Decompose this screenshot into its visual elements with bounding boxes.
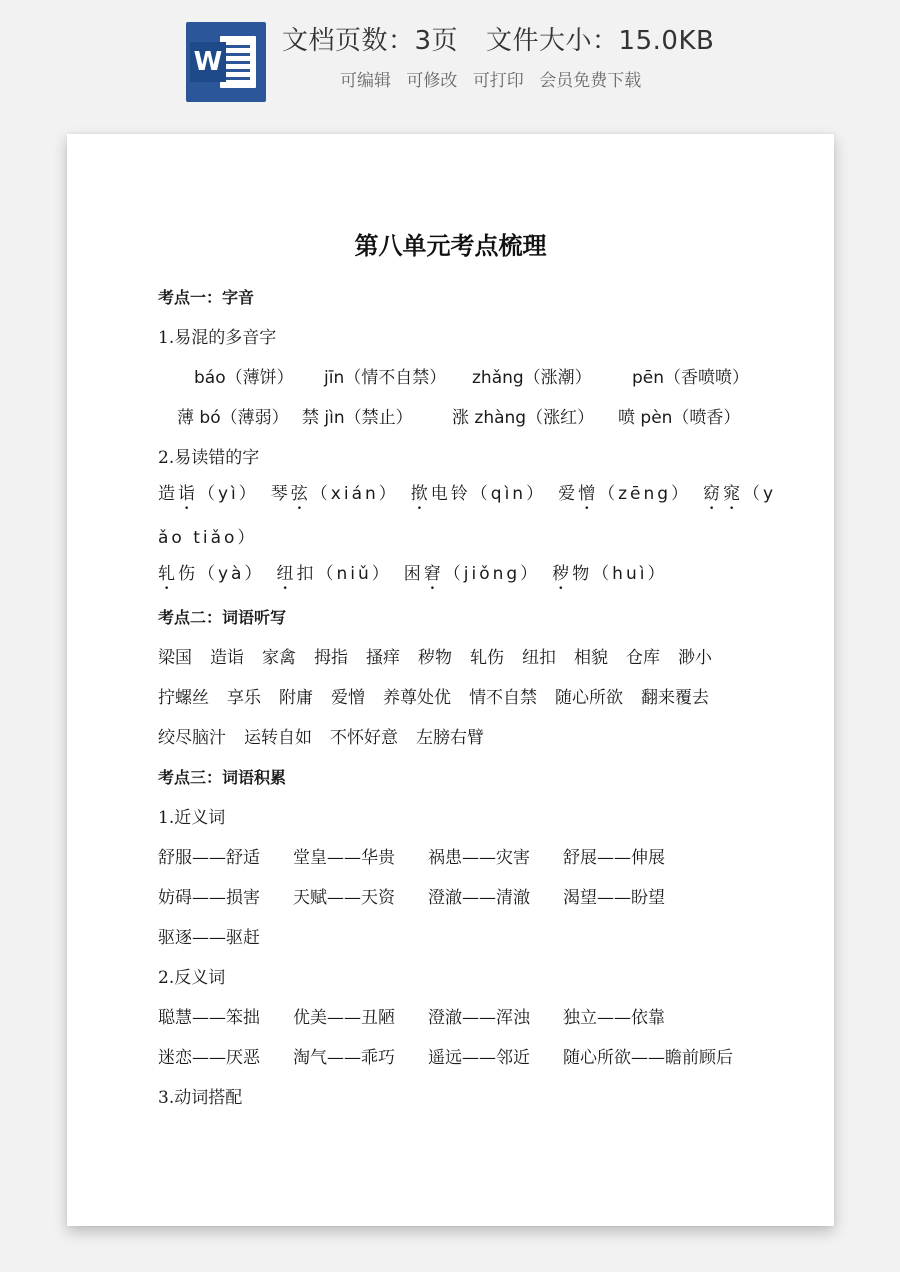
list-item: 拇指 bbox=[314, 648, 348, 668]
list-item: 附庸 bbox=[279, 688, 313, 708]
list-item: 独立——依靠 bbox=[563, 1008, 665, 1028]
dotted-char: 诣 bbox=[178, 484, 198, 504]
list-item: 造诣 bbox=[210, 648, 244, 668]
pinyin: 电铃（qìn） bbox=[430, 484, 547, 504]
list-item: 薄 bó（薄弱） bbox=[177, 408, 289, 428]
list-item: 纽扣 bbox=[522, 648, 556, 668]
pinyin: （y bbox=[743, 484, 777, 504]
misread-row-1 bbox=[158, 482, 776, 514]
subheading-misread: 2.易读错的字 bbox=[158, 448, 260, 468]
antonym-row-1 bbox=[158, 1006, 665, 1030]
feature-member-download: 会员免费下载 bbox=[539, 71, 642, 91]
list-item: 养尊处优 bbox=[383, 688, 451, 708]
list-item: 渴望——盼望 bbox=[563, 888, 665, 908]
synonym-row-1 bbox=[158, 846, 665, 870]
list-item: 爱憎 bbox=[331, 688, 365, 708]
list-item: 情不自禁 bbox=[469, 688, 537, 708]
subheading-antonyms: 2.反义词 bbox=[158, 968, 226, 988]
list-item: 澄澈——清澈 bbox=[428, 888, 530, 908]
list-item: 搔痒 bbox=[366, 648, 400, 668]
char: 造 bbox=[158, 484, 178, 504]
document-title: 第八单元考点梳理 bbox=[354, 232, 547, 260]
dotted-char: 憎 bbox=[578, 484, 599, 504]
dictation-row-3 bbox=[158, 726, 484, 750]
char: 琴 bbox=[270, 484, 291, 504]
feature-printable: 可打印 bbox=[472, 71, 524, 91]
dotted-char: 揿 bbox=[410, 484, 431, 504]
page-count: 文档页数：3页 bbox=[282, 26, 459, 56]
list-item: 秽物 bbox=[418, 648, 452, 668]
list-item: 相貌 bbox=[574, 648, 608, 668]
list-item: 不怀好意 bbox=[330, 728, 398, 748]
dictation-row-1 bbox=[158, 646, 712, 670]
list-item: 享乐 bbox=[227, 688, 261, 708]
pinyin: （xián） bbox=[310, 484, 399, 504]
list-item: 喷 pèn（喷香） bbox=[618, 408, 741, 428]
download-header bbox=[0, 0, 900, 120]
antonym-row-2 bbox=[158, 1046, 733, 1070]
list-item: 迷恋——厌恶 bbox=[158, 1048, 260, 1068]
section-heading-2: 考点二：词语听写 bbox=[158, 608, 287, 627]
list-item: 运转自如 bbox=[244, 728, 312, 748]
word-icon-letter: W bbox=[190, 42, 226, 82]
dotted-char: 纽 bbox=[276, 564, 297, 584]
pinyin: （zēng） bbox=[598, 484, 692, 504]
pinyin: 伤（yà） bbox=[178, 564, 265, 584]
list-item: 祸患——灾害 bbox=[428, 848, 530, 868]
feature-modifiable: 可修改 bbox=[406, 71, 458, 91]
list-item: 澄澈——浑浊 bbox=[428, 1008, 530, 1028]
list-item: 舒服——舒适 bbox=[158, 848, 260, 868]
synonym-row-3 bbox=[158, 926, 260, 950]
list-item: 随心所欲 bbox=[555, 688, 623, 708]
list-item: 仓库 bbox=[626, 648, 660, 668]
polyphonic-row-2 bbox=[177, 406, 740, 430]
list-item: 聪慧——笨拙 bbox=[158, 1008, 260, 1028]
list-item: 淘气——乖巧 bbox=[293, 1048, 395, 1068]
feature-list bbox=[340, 66, 651, 91]
list-item: 翻来覆去 bbox=[641, 688, 709, 708]
list-item: 妨碍——损害 bbox=[158, 888, 260, 908]
subheading-synonyms: 1.近义词 bbox=[158, 808, 226, 828]
file-meta bbox=[282, 20, 714, 57]
pinyin: （yì） bbox=[198, 484, 259, 504]
char: 困 bbox=[403, 564, 424, 584]
list-item: 舒展——伸展 bbox=[563, 848, 665, 868]
list-item: 随心所欲——瞻前顾后 bbox=[563, 1048, 733, 1068]
subheading-polyphonic: 1.易混的多音字 bbox=[158, 328, 277, 348]
list-item: 驱逐——驱赶 bbox=[158, 928, 260, 948]
list-item: jīn（情不自禁） bbox=[324, 368, 447, 388]
dotted-char: 窘 bbox=[423, 564, 444, 584]
misread-row-1-continued: ǎo tiǎo） bbox=[158, 528, 258, 548]
list-item: 涨 zhàng（涨红） bbox=[452, 408, 595, 428]
misread-row-2 bbox=[158, 562, 667, 594]
pinyin: 物（huì） bbox=[572, 564, 668, 584]
polyphonic-row-1 bbox=[194, 366, 749, 390]
synonym-row-2 bbox=[158, 886, 665, 910]
pinyin: （jiǒng） bbox=[443, 564, 541, 584]
list-item: 堂皇——华贵 bbox=[293, 848, 395, 868]
list-item: 拧螺丝 bbox=[158, 688, 209, 708]
list-item: 绞尽脑汁 bbox=[158, 728, 226, 748]
list-item: 遥远——邻近 bbox=[428, 1048, 530, 1068]
section-heading-1: 考点一：字音 bbox=[158, 288, 255, 307]
document-page bbox=[67, 134, 834, 1226]
section-heading-3: 考点三：词语积累 bbox=[158, 768, 287, 787]
dotted-char: 窈窕 bbox=[703, 484, 744, 504]
list-item: 优美——丑陋 bbox=[293, 1008, 395, 1028]
list-item: báo（薄饼） bbox=[194, 368, 294, 388]
list-item: 渺小 bbox=[678, 648, 712, 668]
char: 爱 bbox=[558, 484, 579, 504]
subheading-verb-collocation: 3.动词搭配 bbox=[158, 1088, 243, 1108]
list-item: zhǎng（涨潮） bbox=[472, 368, 592, 388]
dictation-row-2 bbox=[158, 686, 709, 710]
list-item: 天赋——天资 bbox=[293, 888, 395, 908]
dotted-char: 轧 bbox=[158, 564, 178, 584]
list-item: 家禽 bbox=[262, 648, 296, 668]
dotted-char: 弦 bbox=[290, 484, 311, 504]
list-item: 梁国 bbox=[158, 648, 192, 668]
word-document-icon bbox=[186, 22, 266, 102]
list-item: 轧伤 bbox=[470, 648, 504, 668]
pinyin: 扣（niǔ） bbox=[296, 564, 392, 584]
dotted-char: 秽 bbox=[552, 564, 573, 584]
list-item: 左膀右臂 bbox=[416, 728, 484, 748]
list-item: pēn（香喷喷） bbox=[632, 368, 750, 388]
list-item: 禁 jìn（禁止） bbox=[302, 408, 413, 428]
feature-editable: 可编辑 bbox=[340, 71, 391, 91]
file-size: 文件大小：15.0KB bbox=[486, 26, 715, 56]
